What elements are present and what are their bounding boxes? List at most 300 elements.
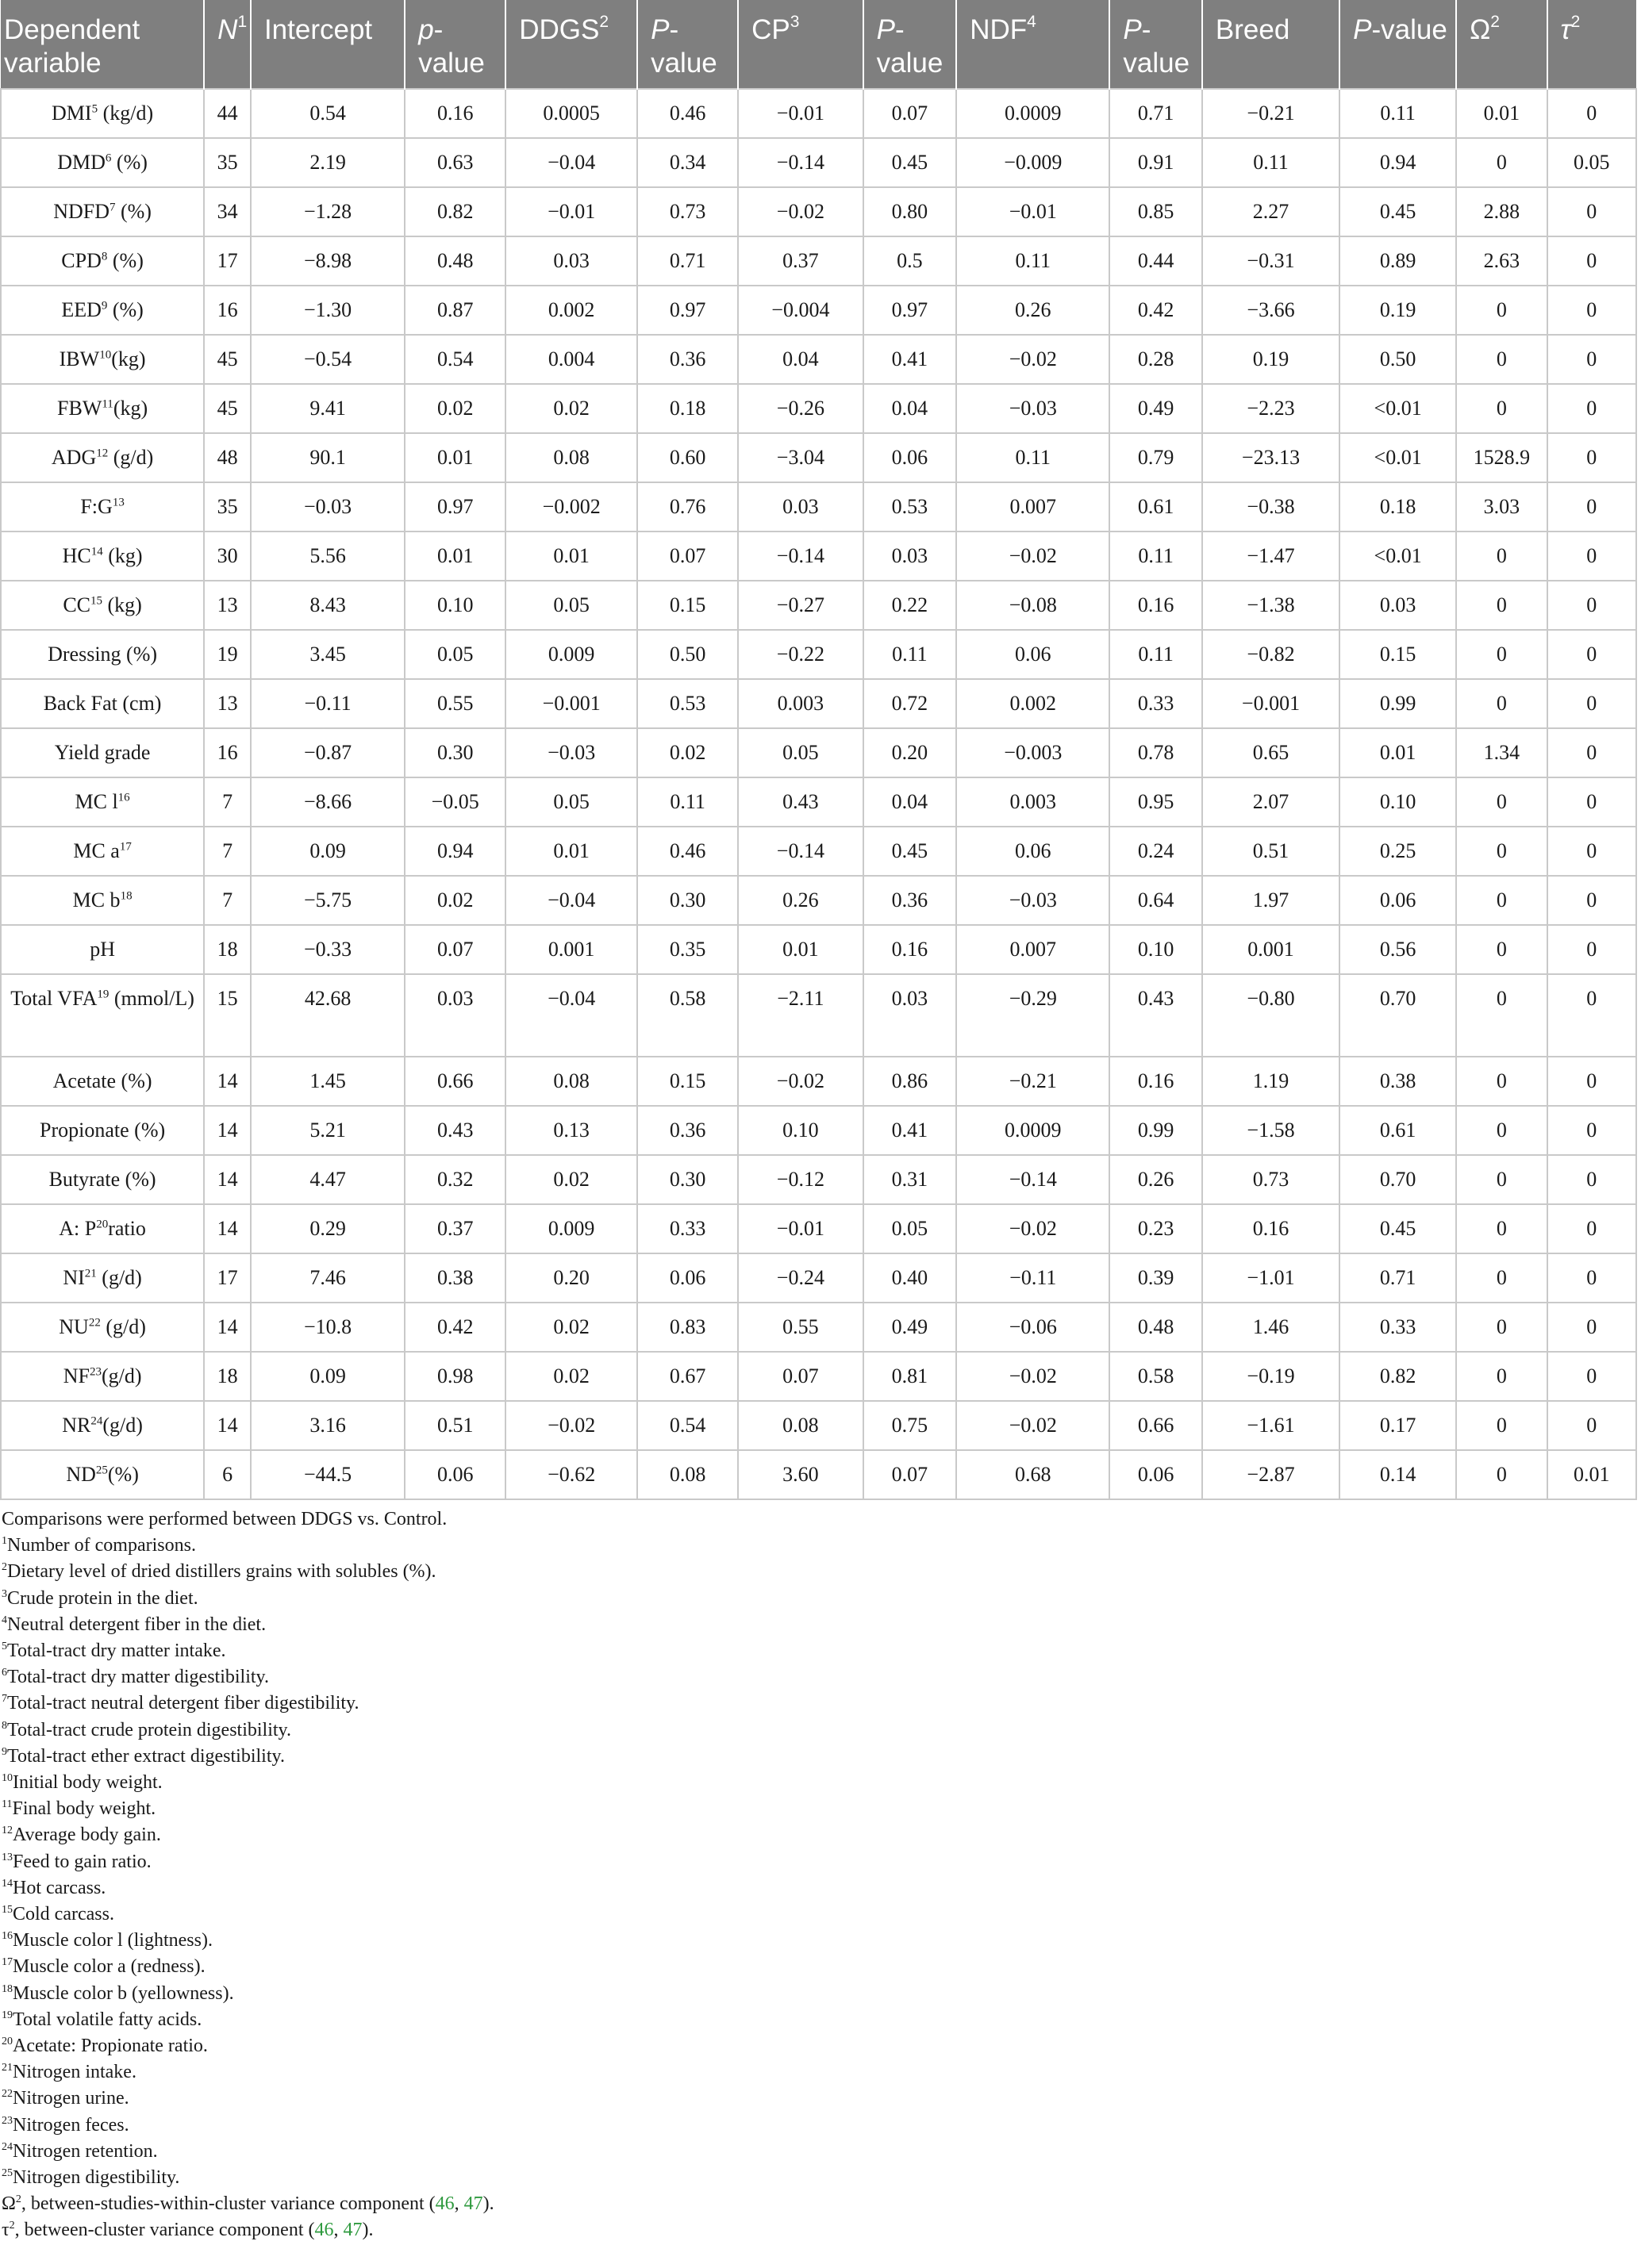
reference-link[interactable]: 46 — [435, 2193, 455, 2215]
footnote-number: 22 — [2, 2088, 13, 2101]
value-cell: 0 — [1547, 630, 1636, 679]
footnote-number: 6 — [2, 1667, 7, 1679]
value-cell: −5.75 — [251, 876, 405, 925]
value-cell: −8.66 — [251, 777, 405, 827]
dependent-variable-unit: (g/d) — [96, 1266, 142, 1289]
dependent-variable-label: DMD — [57, 151, 106, 174]
value-cell: −0.001 — [505, 679, 637, 728]
value-cell: 0.11 — [1339, 89, 1456, 138]
value-cell: 0.03 — [738, 482, 863, 532]
tau-end: ). — [362, 2220, 374, 2241]
value-cell: 0.58 — [1109, 1352, 1202, 1401]
dependent-variable-cell — [1, 1303, 204, 1352]
value-cell: 0.07 — [863, 89, 957, 138]
value-cell: 0.03 — [405, 974, 505, 1057]
value-cell: 0.73 — [637, 187, 738, 236]
value-cell: 0.45 — [1339, 1204, 1456, 1253]
dependent-variable-unit: (mmol/L) — [109, 987, 194, 1010]
value-cell: −0.24 — [738, 1253, 863, 1303]
value-cell: 0.44 — [1109, 236, 1202, 286]
value-cell: 0.16 — [1109, 581, 1202, 630]
reference-link[interactable]: 46 — [314, 2220, 334, 2241]
value-cell: 0.19 — [1202, 335, 1339, 384]
footnote-number: 15 — [2, 1904, 13, 1917]
table-row — [1, 1450, 1636, 1499]
footnote-marker: 25 — [95, 1464, 108, 1477]
value-cell: 90.1 — [251, 433, 405, 482]
table-row — [1, 777, 1636, 827]
value-cell: 0.18 — [1339, 482, 1456, 532]
value-cell: 0 — [1456, 1204, 1547, 1253]
column-header — [405, 0, 505, 89]
dependent-variable-cell — [1, 974, 204, 1057]
dependent-variable-unit: (kg) — [113, 397, 148, 420]
dependent-variable-label: F:G — [80, 495, 113, 518]
value-cell: 0.36 — [863, 876, 957, 925]
value-cell: −0.04 — [505, 138, 637, 187]
value-cell: −0.03 — [956, 384, 1109, 433]
footnote — [2, 1796, 1637, 1822]
table-row — [1, 532, 1636, 581]
dependent-variable-label: ND — [66, 1463, 96, 1486]
dependent-variable-unit: (kg) — [102, 593, 142, 616]
footnote-number: 16 — [2, 1930, 13, 1943]
value-cell: 0.06 — [863, 433, 957, 482]
dependent-variable-unit: (kg/d) — [98, 102, 154, 125]
value-cell: 0 — [1456, 384, 1547, 433]
value-cell: 2.19 — [251, 138, 405, 187]
value-cell: −0.004 — [738, 286, 863, 335]
value-cell: 0.19 — [1339, 286, 1456, 335]
value-cell: 0.45 — [863, 827, 957, 876]
dependent-variable-cell — [1, 876, 204, 925]
table-row — [1, 433, 1636, 482]
value-cell: 0.02 — [505, 1155, 637, 1204]
footnote-marker: 12 — [96, 447, 109, 460]
dependent-variable-cell — [1, 236, 204, 286]
value-cell: 0.06 — [956, 630, 1109, 679]
footnote — [2, 1902, 1637, 1928]
footnote-marker: 15 — [90, 594, 103, 608]
value-cell: 0.09 — [251, 827, 405, 876]
value-cell: 44 — [204, 89, 251, 138]
value-cell: −0.009 — [956, 138, 1109, 187]
value-cell: 0 — [1456, 1057, 1547, 1106]
dependent-variable-label: Butyrate (%) — [48, 1168, 156, 1191]
table-row — [1, 1106, 1636, 1155]
value-cell: 0.32 — [405, 1155, 505, 1204]
value-cell: 0.04 — [863, 384, 957, 433]
value-cell: 0.28 — [1109, 335, 1202, 384]
value-cell: 0.29 — [251, 1204, 405, 1253]
value-cell: 0 — [1456, 876, 1547, 925]
footnote-number: 23 — [2, 2114, 13, 2127]
omega-note — [2, 2191, 1637, 2217]
footnote-marker: 22 — [88, 1316, 101, 1330]
value-cell: 0 — [1547, 384, 1636, 433]
value-cell: 2.27 — [1202, 187, 1339, 236]
footnote — [2, 1875, 1637, 1902]
column-header-label: Intercept — [263, 14, 373, 45]
footnote-number: 10 — [2, 1772, 13, 1785]
footnote-text: Total-tract dry matter digestibility. — [7, 1667, 269, 1688]
value-cell: −0.62 — [505, 1450, 637, 1499]
value-cell: −8.98 — [251, 236, 405, 286]
value-cell: −0.80 — [1202, 974, 1339, 1057]
footnote-marker: 8 — [101, 250, 108, 263]
value-cell: 14 — [204, 1057, 251, 1106]
value-cell: −0.87 — [251, 728, 405, 777]
value-cell: 0.10 — [738, 1106, 863, 1155]
value-cell: 14 — [204, 1155, 251, 1204]
dependent-variable-cell — [1, 335, 204, 384]
footnote-marker: 21 — [84, 1267, 97, 1280]
value-cell: 0.60 — [637, 433, 738, 482]
dependent-variable-unit: (%) — [115, 200, 152, 223]
table-row — [1, 1204, 1636, 1253]
footnote-text: Nitrogen digestibility. — [13, 2167, 180, 2189]
value-cell: 0 — [1547, 1303, 1636, 1352]
value-cell: 2.88 — [1456, 187, 1547, 236]
footnote-marker: 7 — [109, 201, 116, 214]
value-cell: 0 — [1456, 925, 1547, 974]
footnote-number: 8 — [2, 1719, 7, 1732]
value-cell: 0.80 — [863, 187, 957, 236]
dependent-variable-cell — [1, 1450, 204, 1499]
column-header-superscript: 2 — [599, 13, 609, 32]
value-cell: 0 — [1456, 581, 1547, 630]
value-cell: −0.14 — [738, 532, 863, 581]
value-cell: 0.43 — [1109, 974, 1202, 1057]
column-header-label: Ω — [1470, 14, 1491, 45]
footnote — [2, 2139, 1637, 2165]
value-cell: 0.54 — [637, 1401, 738, 1450]
value-cell: 0.06 — [1109, 1450, 1202, 1499]
dependent-variable-unit: (g/d) — [101, 1364, 142, 1387]
dependent-variable-cell — [1, 777, 204, 827]
table-row — [1, 286, 1636, 335]
dependent-variable-label: NU — [59, 1315, 89, 1338]
value-cell: 14 — [204, 1401, 251, 1450]
dependent-variable-cell — [1, 1057, 204, 1106]
footnote-number: 19 — [2, 2009, 13, 2021]
value-cell: 16 — [204, 728, 251, 777]
value-cell: 1.45 — [251, 1057, 405, 1106]
value-cell: −1.01 — [1202, 1253, 1339, 1303]
value-cell: <0.01 — [1339, 532, 1456, 581]
value-cell: 0.10 — [1109, 925, 1202, 974]
table-row — [1, 974, 1636, 1057]
value-cell: 0.05 — [505, 581, 637, 630]
value-cell: 0.30 — [637, 1155, 738, 1204]
value-cell: −0.14 — [956, 1155, 1109, 1204]
value-cell: 0 — [1547, 236, 1636, 286]
value-cell: 0.11 — [956, 236, 1109, 286]
value-cell: −2.87 — [1202, 1450, 1339, 1499]
value-cell: 0.24 — [1109, 827, 1202, 876]
column-header-label: P-value — [1353, 14, 1447, 45]
footnote — [2, 1533, 1637, 1559]
value-cell: 34 — [204, 187, 251, 236]
value-cell: 0.33 — [637, 1204, 738, 1253]
footnote-number: 4 — [2, 1614, 7, 1626]
value-cell: 0.03 — [863, 532, 957, 581]
dependent-variable-label: FBW — [57, 397, 102, 420]
footnote-marker: 24 — [90, 1414, 103, 1428]
footnote-text: Muscle color a (redness). — [13, 1956, 206, 1978]
value-cell: 0 — [1456, 630, 1547, 679]
footnote-text: Neutral detergent fiber in the diet. — [7, 1614, 267, 1635]
footnote-text: Total-tract dry matter intake. — [7, 1641, 226, 1662]
value-cell: 0 — [1456, 1450, 1547, 1499]
table-row — [1, 925, 1636, 974]
value-cell: 0 — [1547, 1057, 1636, 1106]
footnote-marker: 14 — [90, 545, 103, 558]
value-cell: 0.43 — [405, 1106, 505, 1155]
footnote-number: 20 — [2, 2036, 13, 2048]
value-cell: 0 — [1547, 679, 1636, 728]
value-cell: 0.87 — [405, 286, 505, 335]
value-cell: 0.53 — [863, 482, 957, 532]
value-cell: 1.97 — [1202, 876, 1339, 925]
table-row — [1, 187, 1636, 236]
value-cell: 0.02 — [405, 384, 505, 433]
reference-link[interactable]: 47 — [463, 2193, 483, 2215]
value-cell: −0.02 — [956, 1401, 1109, 1450]
value-cell: 0 — [1456, 335, 1547, 384]
value-cell: 0.5 — [863, 236, 957, 286]
value-cell: 0.49 — [863, 1303, 957, 1352]
footnote-number: 3 — [2, 1587, 7, 1600]
value-cell: 13 — [204, 581, 251, 630]
footnote-number: 18 — [2, 1982, 13, 1995]
footnote-marker: 17 — [119, 840, 132, 854]
dependent-variable-label: NR — [62, 1414, 91, 1437]
value-cell: 0.01 — [405, 532, 505, 581]
value-cell: 0.13 — [505, 1106, 637, 1155]
value-cell: 0.63 — [405, 138, 505, 187]
value-cell: 0.16 — [1202, 1204, 1339, 1253]
column-header — [637, 0, 738, 89]
table-row — [1, 827, 1636, 876]
column-header-label: NDF — [970, 14, 1028, 45]
value-cell: 0 — [1547, 1352, 1636, 1401]
table-row — [1, 1303, 1636, 1352]
value-cell: 0.0005 — [505, 89, 637, 138]
footnote — [2, 2033, 1637, 2059]
value-cell: 0.02 — [405, 876, 505, 925]
column-header — [1109, 0, 1202, 89]
value-cell: 0.70 — [1339, 974, 1456, 1057]
value-cell: 15 — [204, 974, 251, 1057]
value-cell: −0.38 — [1202, 482, 1339, 532]
footnote-number: 25 — [2, 2167, 13, 2180]
value-cell: −0.02 — [738, 187, 863, 236]
value-cell: −0.82 — [1202, 630, 1339, 679]
value-cell: 0.66 — [1109, 1401, 1202, 1450]
value-cell: 0.73 — [1202, 1155, 1339, 1204]
value-cell: −0.02 — [956, 335, 1109, 384]
value-cell: 0.49 — [1109, 384, 1202, 433]
value-cell: −0.21 — [1202, 89, 1339, 138]
value-cell: 0.95 — [1109, 777, 1202, 827]
value-cell: 0.16 — [405, 89, 505, 138]
dependent-variable-label: pH — [90, 938, 115, 961]
reference-link[interactable]: 47 — [343, 2220, 363, 2241]
value-cell: −44.5 — [251, 1450, 405, 1499]
dependent-variable-cell — [1, 581, 204, 630]
value-cell: 0.01 — [738, 925, 863, 974]
italic-letter: P — [876, 14, 895, 45]
column-header — [1202, 0, 1339, 89]
footnote — [2, 1849, 1637, 1875]
dependent-variable-label: Dressing (%) — [48, 643, 158, 666]
value-cell: 0.11 — [1202, 138, 1339, 187]
footnote-number: 12 — [2, 1825, 13, 1837]
footnote — [2, 1954, 1637, 1980]
value-cell: 0.15 — [1339, 630, 1456, 679]
value-cell: 0.04 — [738, 335, 863, 384]
value-cell: 0 — [1547, 581, 1636, 630]
value-cell: 0 — [1547, 286, 1636, 335]
dependent-variable-unit: (g/d) — [100, 1315, 146, 1338]
value-cell: 0.79 — [1109, 433, 1202, 482]
italic-letter: p — [418, 14, 434, 45]
column-header-superscript: 3 — [790, 13, 800, 32]
dependent-variable-label: HC — [62, 544, 91, 567]
value-cell: 0 — [1547, 1106, 1636, 1155]
table-header-row — [1, 0, 1636, 89]
value-cell: 0.06 — [405, 1450, 505, 1499]
column-header — [863, 0, 957, 89]
value-cell: 0.01 — [405, 433, 505, 482]
footnote-text: Feed to gain ratio. — [13, 1851, 152, 1872]
value-cell: 0.51 — [1202, 827, 1339, 876]
value-cell: 0.34 — [637, 138, 738, 187]
value-cell: 0.20 — [863, 728, 957, 777]
dependent-variable-unit: (%) — [111, 151, 148, 174]
value-cell: 0.37 — [405, 1204, 505, 1253]
value-cell: 0.53 — [637, 679, 738, 728]
value-cell: 0 — [1547, 187, 1636, 236]
value-cell: 13 — [204, 679, 251, 728]
footnote-text: Nitrogen intake. — [13, 2062, 136, 2083]
table-row — [1, 384, 1636, 433]
dependent-variable-cell — [1, 1155, 204, 1204]
value-cell: 3.45 — [251, 630, 405, 679]
value-cell: 42.68 — [251, 974, 405, 1057]
column-header-label: τ — [1560, 14, 1571, 45]
footnote-text: Total volatile fatty acids. — [13, 2009, 202, 2030]
table-row — [1, 581, 1636, 630]
value-cell: 0.50 — [1339, 335, 1456, 384]
footnote-text: Hot carcass. — [13, 1877, 106, 1898]
value-cell: 0 — [1547, 433, 1636, 482]
value-cell: 0.25 — [1339, 827, 1456, 876]
value-cell: 0.16 — [1109, 1057, 1202, 1106]
value-cell: 45 — [204, 335, 251, 384]
footnote-text: Final body weight. — [12, 1798, 156, 1820]
value-cell: 0.33 — [1339, 1303, 1456, 1352]
value-cell: 0.48 — [1109, 1303, 1202, 1352]
dependent-variable-cell — [1, 679, 204, 728]
value-cell: −2.11 — [738, 974, 863, 1057]
value-cell: −0.11 — [251, 679, 405, 728]
value-cell: 2.07 — [1202, 777, 1339, 827]
value-cell: 0.68 — [956, 1450, 1109, 1499]
value-cell: 0.17 — [1339, 1401, 1456, 1450]
value-cell: −1.30 — [251, 286, 405, 335]
value-cell: 0.01 — [505, 532, 637, 581]
value-cell: 0.05 — [505, 777, 637, 827]
value-cell: 1.46 — [1202, 1303, 1339, 1352]
value-cell: −0.04 — [505, 876, 637, 925]
value-cell: 0 — [1456, 1401, 1547, 1450]
footnote-text: Dietary level of dried distillers grains with solubles (%). — [7, 1561, 436, 1583]
value-cell: −0.33 — [251, 925, 405, 974]
footnote — [2, 2007, 1637, 2033]
value-cell: 5.56 — [251, 532, 405, 581]
value-cell: 0.02 — [505, 1303, 637, 1352]
omega-symbol: Ω — [2, 2193, 16, 2215]
value-cell: −3.04 — [738, 433, 863, 482]
value-cell: 0.04 — [863, 777, 957, 827]
dependent-variable-label: ADG — [51, 446, 97, 469]
column-header-label: P-value — [651, 14, 717, 79]
value-cell: 0.61 — [1109, 482, 1202, 532]
dependent-variable-label: MC b — [72, 888, 121, 911]
dependent-variable-cell — [1, 384, 204, 433]
footnote-marker: 11 — [102, 397, 113, 411]
value-cell: 0.43 — [738, 777, 863, 827]
column-header-label: DDGS — [519, 14, 600, 45]
footnote-text: Nitrogen urine. — [13, 2088, 129, 2109]
value-cell: 0.26 — [1109, 1155, 1202, 1204]
value-cell: 9.41 — [251, 384, 405, 433]
value-cell: −10.8 — [251, 1303, 405, 1352]
value-cell: 0.91 — [1109, 138, 1202, 187]
tau-text: , between-cluster variance component ( — [14, 2220, 315, 2241]
value-cell: 0.38 — [1339, 1057, 1456, 1106]
value-cell: 0 — [1547, 974, 1636, 1057]
value-cell: 0.78 — [1109, 728, 1202, 777]
footnote-text: Cold carcass. — [13, 1904, 114, 1925]
value-cell: 0.08 — [505, 433, 637, 482]
dependent-variable-cell — [1, 925, 204, 974]
footnote-number: 11 — [2, 1798, 13, 1811]
footnote — [2, 1770, 1637, 1796]
value-cell: 0.0009 — [956, 89, 1109, 138]
value-cell: −0.03 — [251, 482, 405, 532]
value-cell: 0.97 — [405, 482, 505, 532]
footnote-text: Muscle color b (yellowness). — [13, 1982, 234, 2004]
footnote-text: Total-tract crude protein digestibility. — [7, 1719, 291, 1740]
value-cell: 0.55 — [738, 1303, 863, 1352]
dependent-variable-label: Back Fat (cm) — [43, 692, 162, 715]
value-cell: 0 — [1456, 1106, 1547, 1155]
italic-letter: P — [1353, 14, 1372, 45]
value-cell: 0.71 — [637, 236, 738, 286]
value-cell: 0.67 — [637, 1352, 738, 1401]
dependent-variable-label: DMI — [52, 102, 92, 125]
dependent-variable-unit: (kg) — [111, 347, 146, 370]
value-cell: 19 — [204, 630, 251, 679]
footnote-number: 9 — [2, 1745, 7, 1758]
dependent-variable-cell — [1, 187, 204, 236]
footnote-marker: 6 — [105, 152, 112, 165]
value-cell: 0 — [1547, 925, 1636, 974]
value-cell: 0.10 — [405, 581, 505, 630]
